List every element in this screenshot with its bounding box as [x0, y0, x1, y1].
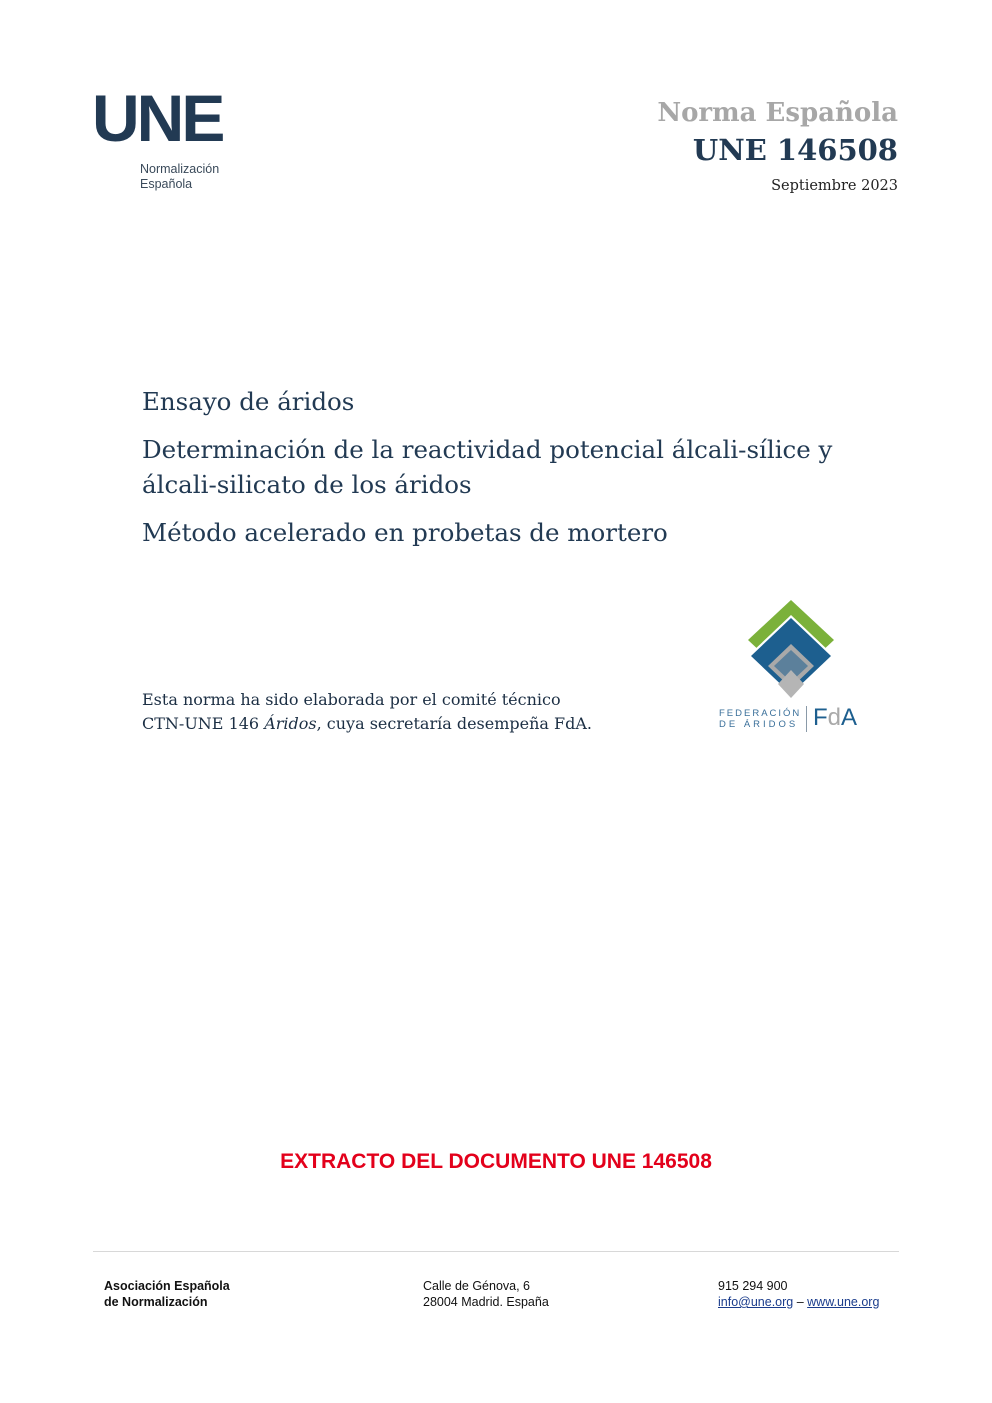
norma-code: UNE 146508 [692, 133, 898, 167]
footer-address: Calle de Génova, 6 28004 Madrid. España [423, 1279, 549, 1309]
une-logo-subtitle: Normalización Española [140, 162, 220, 191]
publication-date: Septiembre 2023 [771, 178, 898, 194]
title-line-3: Método acelerado en probetas de mortero [142, 518, 668, 547]
email-link[interactable]: info@une.org [718, 1295, 794, 1309]
une-logo-text: UNE [92, 81, 223, 155]
footer-contact: 915 294 900 info@une.org – www.une.org [718, 1279, 880, 1309]
footer-organization: Asociación Española de Normalización [104, 1279, 230, 1309]
website-link[interactable]: www.une.org [807, 1295, 880, 1309]
fda-logo-text: FEDERACIÓN DE ÁRIDOS [719, 708, 802, 730]
document-titles [142, 384, 882, 563]
une-logo [92, 81, 242, 198]
fda-divider [806, 706, 807, 732]
standard-header [657, 96, 898, 198]
footer-divider [93, 1251, 899, 1252]
fda-logo-mark: FdA [813, 704, 858, 731]
fda-logo [716, 598, 876, 738]
title-line-2: Determinación de la reactividad potencial álcali-sílice y álcali-silicato de los áridos [142, 435, 833, 499]
committee-statement: Esta norma ha sido elaborada por el comité técnico CTN-UNE 146 Áridos, cuya secretaría desempeña FdA. [142, 690, 593, 733]
fda-diamond-icon [716, 598, 876, 708]
extract-notice: EXTRACTO DEL DOCUMENTO UNE 146508 [280, 1150, 712, 1173]
norma-label: Norma Española [657, 98, 898, 128]
footer-phone: 915 294 900 [718, 1279, 788, 1293]
title-line-1: Ensayo de áridos [142, 387, 355, 416]
